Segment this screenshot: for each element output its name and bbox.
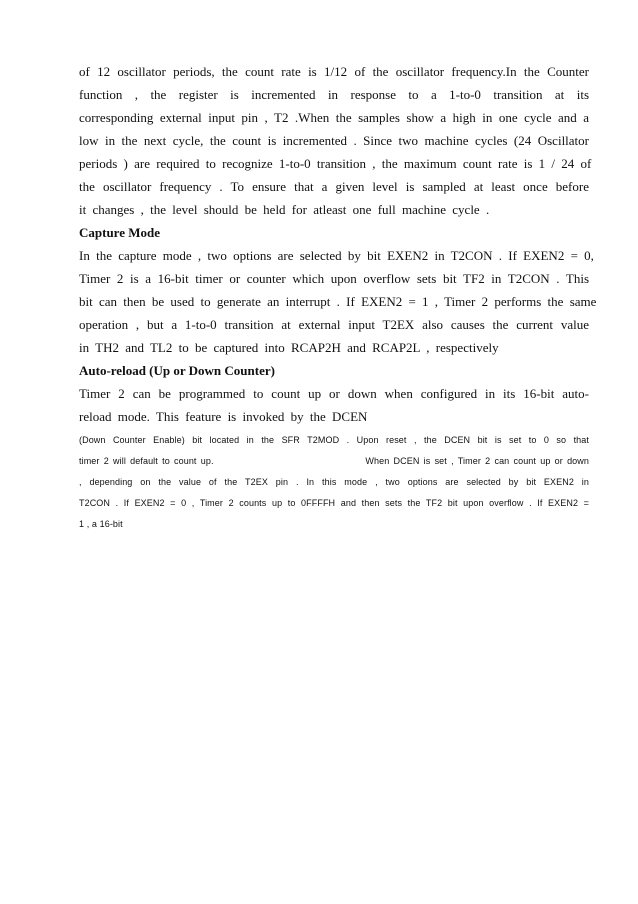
paragraph-intro (79, 60, 592, 221)
page-content (79, 60, 597, 535)
text-line: in TH2 and TL2 to be captured into RCAP2H and RCAP2L , respectively (79, 340, 499, 355)
text-line: it changes , the level should be held for atleast one full machine cycle . (79, 202, 490, 217)
text-line: corresponding external input pin , T2 .When the samples show a high in one cycle and a (79, 110, 589, 125)
section-heading-auto-reload: Auto-reload (Up or Down Counter) (79, 363, 275, 378)
text-line: function , the register is incremented in response to a 1-to-0 transition at its (79, 87, 589, 102)
paragraph-capture-mode (79, 244, 597, 359)
text-line: In the capture mode , two options are selected by bit EXEN2 in T2CON . If EXEN2 = 0, (79, 248, 594, 263)
text-line: of 12 oscillator periods, the count rate is 1/12 of the oscillator frequency.In the Counter (79, 64, 589, 79)
text-line: periods ) are required to recognize 1-to-0 transition , the maximum count rate is 1 / 24 of (79, 156, 592, 171)
text-line: the oscillator frequency . To ensure that a given level is sampled at least once before (79, 179, 589, 194)
small-text-line: 1 , a 16-bit (79, 519, 123, 529)
small-text-line: (Down Counter Enable) bit located in the SFR T2MOD . Upon reset , the DCEN bit is set to 0 so that (79, 435, 589, 445)
small-text-line: , depending on the value of the T2EX pin . In this mode , two options are selected by bit EXEN2 in (79, 477, 589, 487)
text-line: Timer 2 can be programmed to count up or down when configured in its 16-bit auto- (79, 386, 589, 401)
small-text-line: T2CON . If EXEN2 = 0 , Timer 2 counts up to 0FFFFH and then sets the TF2 bit upon overflow . If EXEN2 = (79, 498, 589, 508)
text-line: Timer 2 is a 16-bit timer or counter which upon overflow sets bit TF2 in T2CON . This (79, 271, 589, 286)
text-line: bit can then be used to generate an interrupt . If EXEN2 = 1 , Timer 2 performs the same (79, 294, 597, 309)
small-text-line: timer 2 will default to count up. When DCEN is set , Timer 2 can count up or down (79, 456, 589, 466)
section-heading-capture-mode: Capture Mode (79, 225, 161, 240)
text-line: low in the next cycle, the count is incremented . Since two machine cycles (24 Oscillator (79, 133, 589, 148)
paragraph-auto-reload (79, 382, 589, 535)
text-line: reload mode. This feature is invoked by the DCEN (79, 409, 368, 424)
text-line: operation , but a 1-to-0 transition at external input T2EX also causes the current value (79, 317, 589, 332)
